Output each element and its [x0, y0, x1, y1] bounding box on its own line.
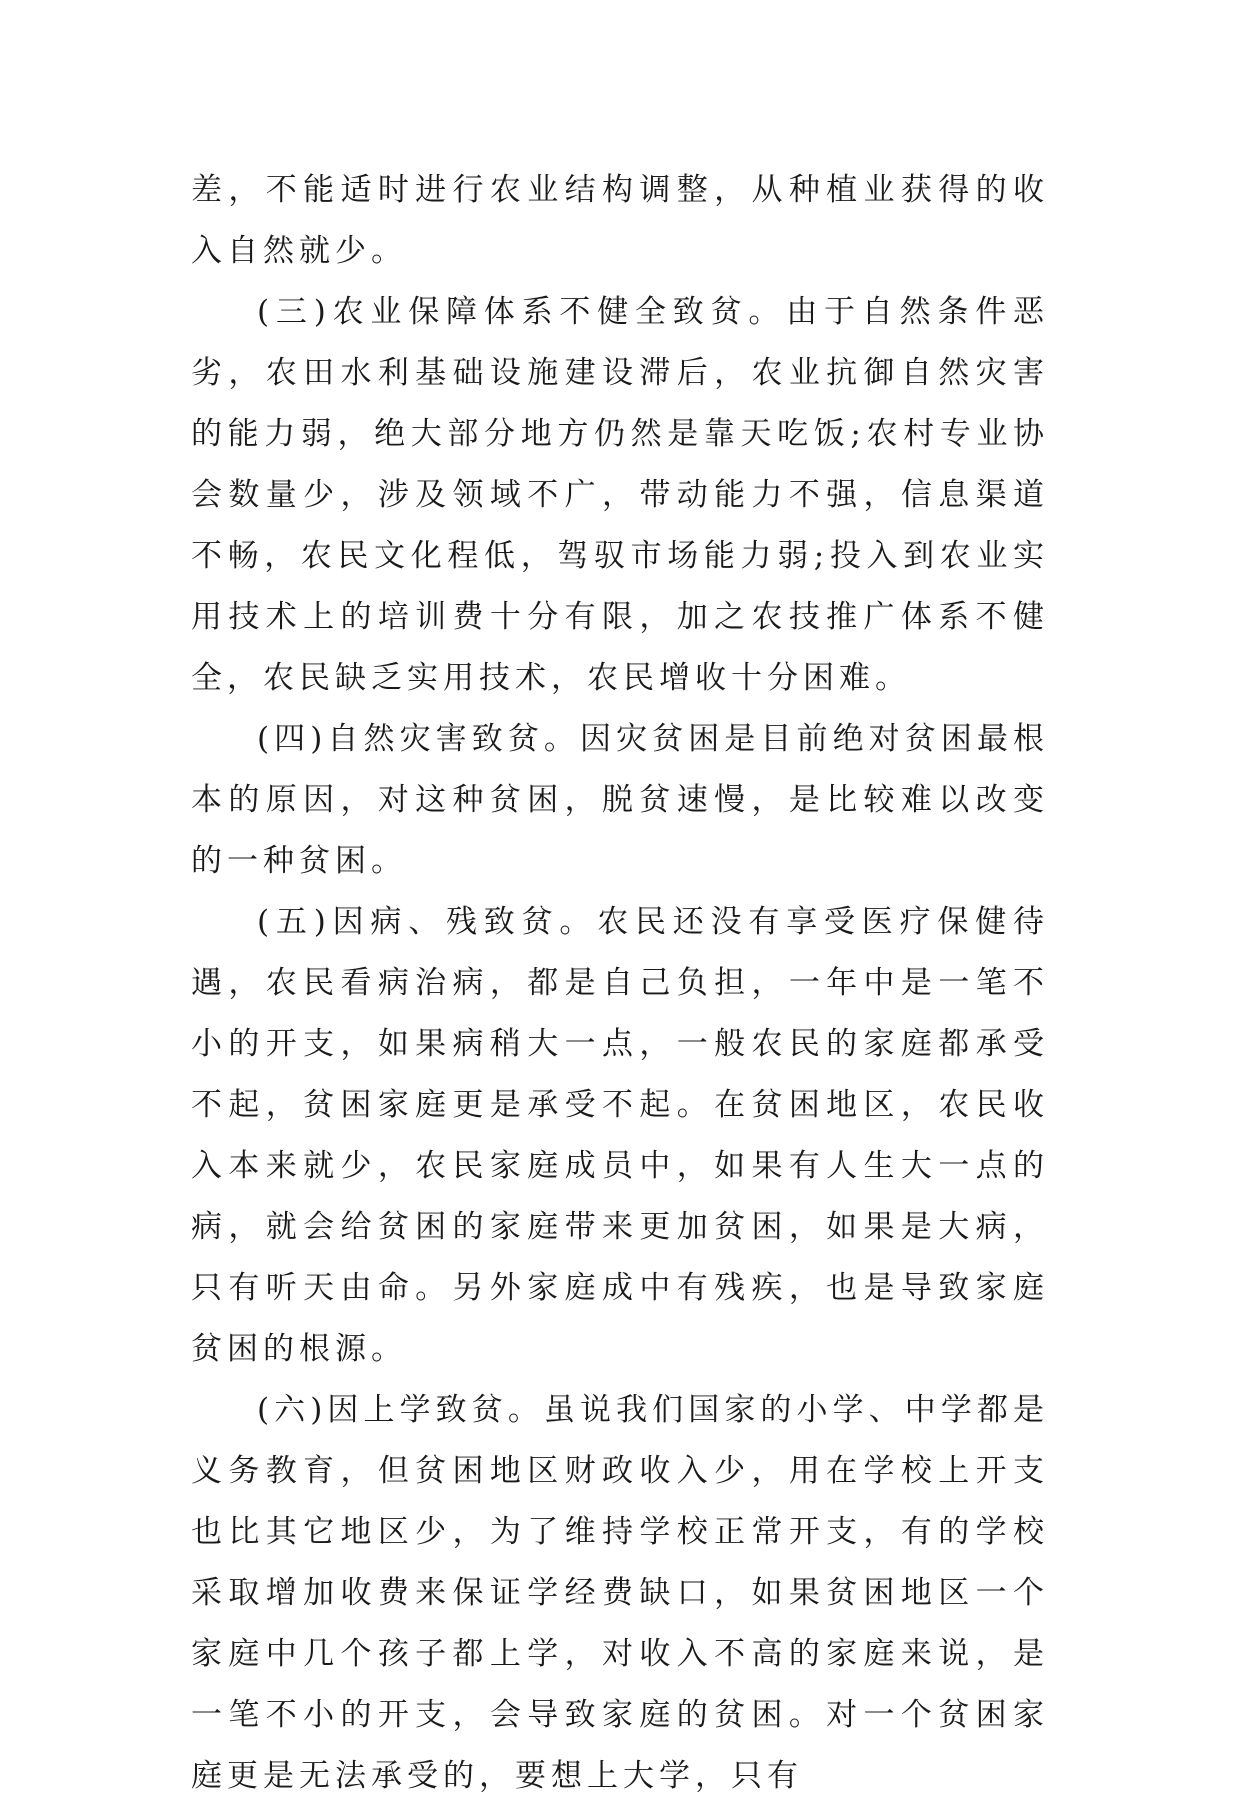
- paragraph-natural-disaster: (四)自然灾害致贫。因灾贫困是目前绝对贫困最根本的原因，对这种贫困，脱贫速慢，是比较难以改变的一种贫困。: [191, 721, 1049, 879]
- paragraph-schooling: (六)因上学致贫。虽说我们国家的小学、中学都是义务教育，但贫困地区财政收入少，用在学校上开支也比其它地区少，为了维持学校正常开支，有的学校采取增加收费来保证学经费缺口，如果贫困地区一个家庭中几个孩子都上学，对收入不高的家庭来说，是一笔不小的开支，会导致家庭的贫困。对一个贫困家庭更是无法承受的，要想上大学，只有: [191, 1392, 1049, 1794]
- paragraph-continuation: 差，不能适时进行农业结构调整，从种植业获得的收入自然就少。: [191, 172, 1049, 269]
- paragraph-illness-disability: (五)因病、残致贫。农民还没有享受医疗保健待遇，农民看病治病，都是自己负担，一年中是一笔不小的开支，如果病稍大一点，一般农民的家庭都承受不起，贫困家庭更是承受不起。在贫困地区，农民收入本来就少，农民家庭成员中，如果有人生大一点的病，就会给贫困的家庭带来更加贫困，如果是大病，只有听天由命。另外家庭成中有残疾，也是导致家庭贫困的根源。: [191, 904, 1049, 1367]
- document-page: [191, 160, 1049, 1807]
- paragraph-agricultural-security: (三)农业保障体系不健全致贫。由于自然条件恶劣，农田水利基础设施建设滞后，农业抗御自然灾害的能力弱，绝大部分地方仍然是靠天吃饭;农村专业协会数量少，涉及领域不广，带动能力不强，信息渠道不畅，农民文化程低，驾驭市场能力弱;投入到农业实用技术上的培训费十分有限，加之农技推广体系不健全，农民缺乏实用技术，农民增收十分困难。: [191, 294, 1049, 696]
